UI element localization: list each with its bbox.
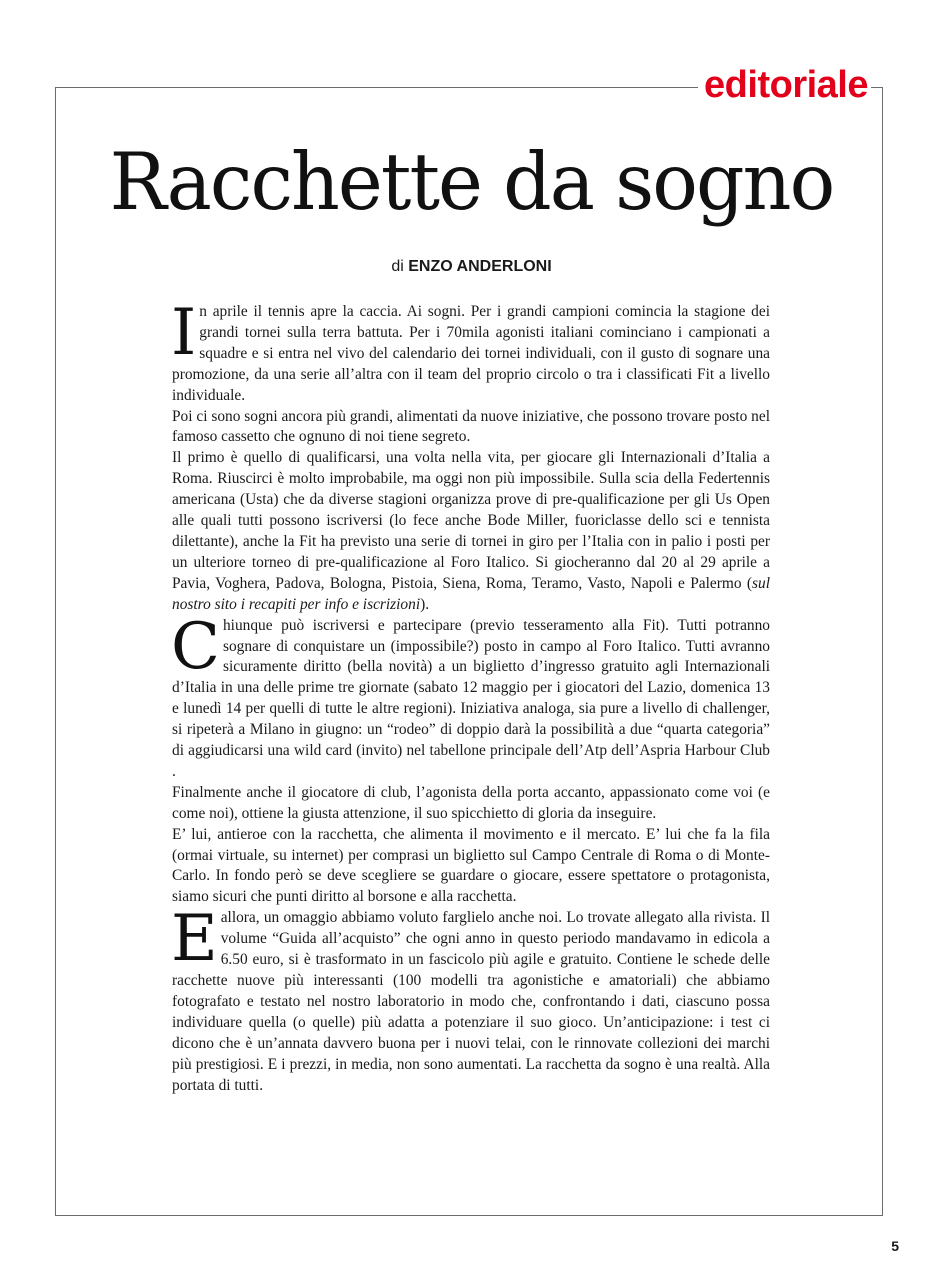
paragraph-3 [172,448,770,615]
paragraph-1 [171,296,770,407]
section-label: editoriale [698,62,871,108]
paragraph-4 [171,609,770,783]
paragraph-text: n aprile il tennis apre la caccia. Ai sogni. Per i grandi campioni comincia la stagione dei grandi tornei sulla terra battuta. Per i 70mila agonisti italiani cominciano i campionati a squadre e si entra nel vivo del calendario dei tornei individuali, con il gusto di sognare una promozione, da una serie all’altra con il team del proprio circolo o tra i classificati Fit a livello individuale. [172,303,770,404]
paragraph-6: E’ lui, antieroe con la racchetta, che alimenta il movimento e il mercato. E’ lui che fa la fila (ormai virtuale, su internet) per comprasi un biglietto sul Campo Centrale di Roma o di Monte-Carlo. In fondo però se deve scegliere se guardare o giocare, essere spettatore o protagonista, siamo sicuri che punti diritto al borsone e alla racchetta. [172,825,770,906]
paragraph-text: Il primo è quello di qualificarsi, una volta nella vita, per giocare gli Internazionali d’Italia a Roma. Riuscirci è molto improbabile, ma oggi non più impossibile. Sulla scia della Federtennis americana (Usta) che da diverse stagioni organizza prove di pre-qualificazione per gli Us Open alle quali tutti possono iscriversi (lo fece anche Bode Miller, fuoriclasse dello sci e tennista dilettante), anche la Fit ha previsto una serie di tornei in giro per l’Italia con in palio i posti per un ulteriore torneo di pre-qualificazione al Foro Italico. Si giocheranno dal 20 al 29 aprile a Pavia, Voghera, Padova, Bologna, Pistoia, Siena, Roma, Teramo, Vasto, Napoli e Palermo ( [172,449,770,592]
paragraph-5: Finalmente anche il giocatore di club, l’agonista della porta accanto, appassionato come voi (e come noi), ottiene la giusta attenzione, il suo spicchietto di gloria da inseguire. [172,783,770,822]
paragraph-2: Poi ci sono sogni ancora più grandi, alimentati da nuove iniziative, che possono trovare posto nel famoso cassetto che ognuno di noi tiene segreto. [172,407,770,446]
paragraph-text-end: ). [420,595,430,613]
article-title: Racchette da sogno [109,136,834,228]
paragraph-text: allora, un omaggio abbiamo voluto farglielo anche noi. Lo trovate allegato alla rivista. Il volume “Guida all’acquisto” che ogni anno in questo periodo mandavamo in edicola a 6.50 euro, si è trasformato in un fascicolo più agile e gratuito. Contiene le schede delle racchette nuove più interessanti (100 modelli tra agonistiche e amatoriali) che abbiamo fotografato e testato nel nostro laboratorio in modo che, confrontando i dati, ciascuno possa individuare quella (o quelle) più adatta a potenziare il suo gioco. Un’anticipazione: i test ci dicono che è un’annata davvero buona per i nuovi telai, con le rinnovate collezioni dei marchi più prestigiosi. E i prezzi, in media, non sono aumentati. La racchetta da sogno è una realtà. Alla portata di tutti. [172,909,770,1094]
drop-cap: C [171,609,220,684]
drop-cap: I [171,296,197,370]
drop-cap: E [171,902,218,977]
italic-note: sul nostro sito i recapiti per info e iscrizioni [172,574,770,613]
page-number: 5 [891,1238,899,1254]
byline-prefix: di [391,258,404,275]
paragraph-7 [171,902,770,1096]
article-body [171,296,770,1096]
paragraph-text: hiunque può iscriversi e partecipare (previo tesseramento alla Fit). Tutti potranno sognare di conquistare un (impossibile?) posto in campo al Foro Italico. Tutti avranno sicuramente diritto (bella novità) a un biglietto d’ingresso gratuito agli Internazionali d’Italia in una delle prime tre giornate (sabato 12 maggio per i giocatori del Lazio, domenica 13 e lunedì 14 per quelli di tutte le altre regioni). Iniziativa analoga, sia pure a livello di challenger, si ripeterà a Milano in giugno: un “rodeo” di doppio darà la possibilità a due “quarta categoria” di aggiudicarsi una wild card (invito) nel tabellone principale dell’Atp dell’Aspria Harbour Club . [172,616,770,780]
byline [0,256,943,278]
author-name: ENZO ANDERLONI [408,258,552,275]
